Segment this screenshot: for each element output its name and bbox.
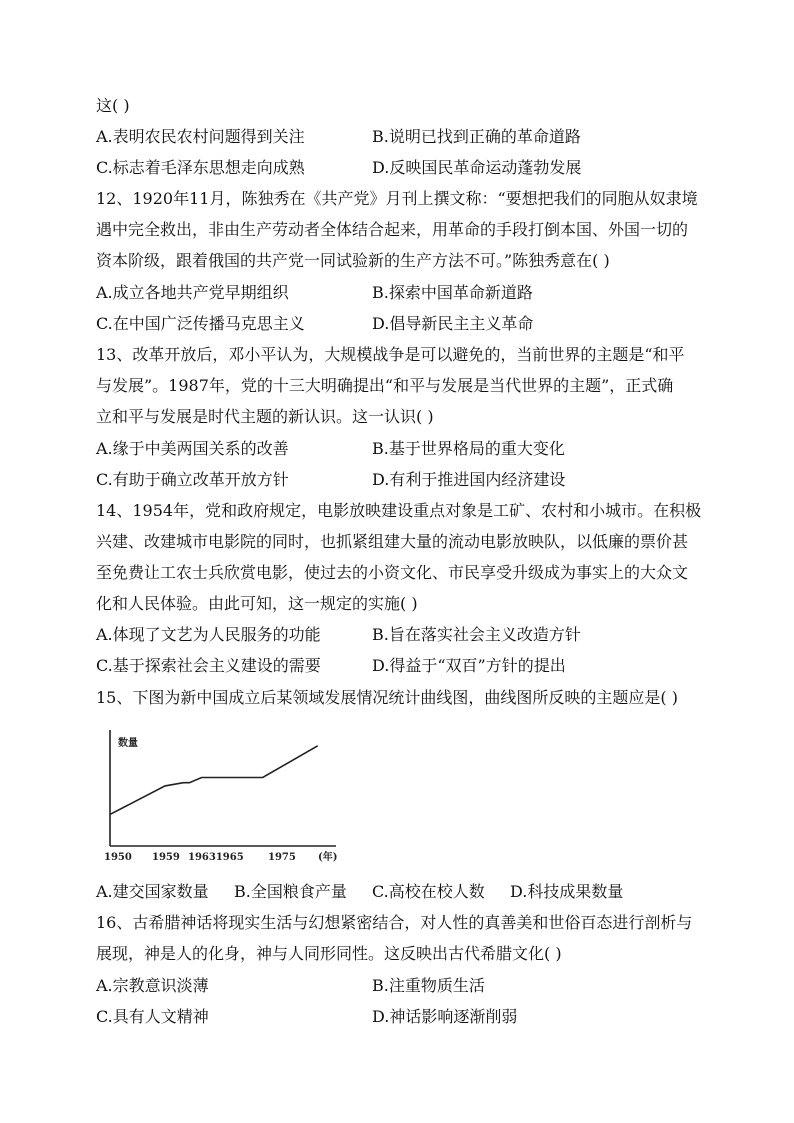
- option-a[interactable]: A.建交国家数量: [96, 882, 209, 901]
- question-14-line-3: 至免费让工农士兵欣赏电影，使过去的小资文化、市民享受升级成为事实上的大众文: [96, 563, 689, 582]
- option-d[interactable]: D.得益于“双百”方针的提出: [372, 656, 566, 675]
- question-12-line-1: 12、1920年11月，陈独秀在《共产党》月刊上撰文称：“要想把我们的同胞从奴隶境: [96, 189, 698, 208]
- option-d[interactable]: D.反映国民革命运动蓬勃发展: [372, 158, 582, 177]
- question-13-line-2: 与发展”。1987年，党的十三大明确提出“和平与发展是当代世界的主题”，正式确: [96, 376, 674, 395]
- option-d[interactable]: D.科技成果数量: [510, 882, 624, 901]
- question-12-line-3: 资本阶级，跟着俄国的共产党一同试验新的生产方法不可。”陈独秀意在( ): [96, 251, 610, 270]
- question-13-line-3: 立和平与发展是时代主题的新认识。这一认识( ): [96, 407, 434, 426]
- option-b[interactable]: B.注重物质生活: [372, 976, 485, 995]
- option-c[interactable]: C.高校在校人数: [372, 882, 485, 901]
- option-c[interactable]: C.标志着毛泽东思想走向成熟: [96, 158, 305, 177]
- option-c[interactable]: C.在中国广泛传播马克思主义: [96, 314, 305, 333]
- x-tick-label: 1975: [268, 852, 296, 863]
- option-row: [96, 127, 305, 147]
- option-a[interactable]: A.宗教意识淡薄: [96, 976, 209, 995]
- option-b[interactable]: B.全国粮食产量: [234, 882, 347, 901]
- option-d[interactable]: D.有利于推进国内经济建设: [372, 470, 566, 489]
- option-a[interactable]: A.缘于中美两国关系的改善: [96, 439, 289, 458]
- line-chart-svg: [100, 724, 348, 868]
- question-14-line-1: 14、1954年，党和政府规定，电影放映建设重点对象是工矿、农村和小城市。在积极: [96, 501, 702, 520]
- question-stem-line: 这( ): [96, 96, 130, 115]
- option-a[interactable]: A.表明农民农村问题得到关注: [96, 127, 305, 146]
- series-line: [110, 746, 318, 815]
- option-d[interactable]: D.倡导新民主主义革命: [372, 314, 534, 333]
- option-b[interactable]: B.说明已找到正确的革命道路: [372, 127, 581, 146]
- question-13-line-1: 13、改革开放后，邓小平认为，大规模战争是可以避免的，当前世界的主题是“和平: [96, 345, 685, 364]
- x-tick-label: 19631965: [188, 852, 244, 863]
- y-axis-label: 数量: [118, 738, 138, 749]
- question-14-line-2: 兴建、改建城市电影院的同时，也抓紧组建大量的流动电影放映队，以低廉的票价甚: [96, 532, 689, 551]
- question-12-line-2: 遇中完全救出，非由生产劳动者全体结合起来，用革命的手段打倒本国、外国一切的: [96, 220, 689, 239]
- line-chart: [100, 724, 348, 868]
- option-c[interactable]: C.有助于确立改革开放方针: [96, 470, 289, 489]
- x-axis-label: (年): [318, 852, 338, 863]
- question-16-line-2: 展现，神是人的化身，神与人同形同性。这反映出古代希腊文化( ): [96, 944, 562, 963]
- question-14-line-4: 化和人民体验。由此可知，这一规定的实施( ): [96, 594, 418, 613]
- option-b[interactable]: B.旨在落实社会主义改造方针: [372, 625, 581, 644]
- option-b[interactable]: B.基于世界格局的重大变化: [372, 439, 565, 458]
- option-c[interactable]: C.具有人文精神: [96, 1007, 209, 1026]
- option-a[interactable]: A.成立各地共产党早期组织: [96, 283, 289, 302]
- question-15-line-1: 15、下图为新中国成立后某领域发展情况统计曲线图，曲线图所反映的主题应是( ): [96, 688, 678, 707]
- x-tick-label: 1959: [152, 852, 180, 863]
- option-a[interactable]: A.体现了文艺为人民服务的功能: [96, 625, 321, 644]
- x-tick-label: 1950: [104, 852, 132, 863]
- option-b[interactable]: B.探索中国革命新道路: [372, 283, 533, 302]
- question-16-line-1: 16、古希腊神话将现实生活与幻想紧密结合，对人性的真善美和世俗百态进行剖析与: [96, 913, 693, 932]
- option-d[interactable]: D.神话影响逐渐削弱: [372, 1007, 518, 1026]
- option-c[interactable]: C.基于探索社会主义建设的需要: [96, 656, 321, 675]
